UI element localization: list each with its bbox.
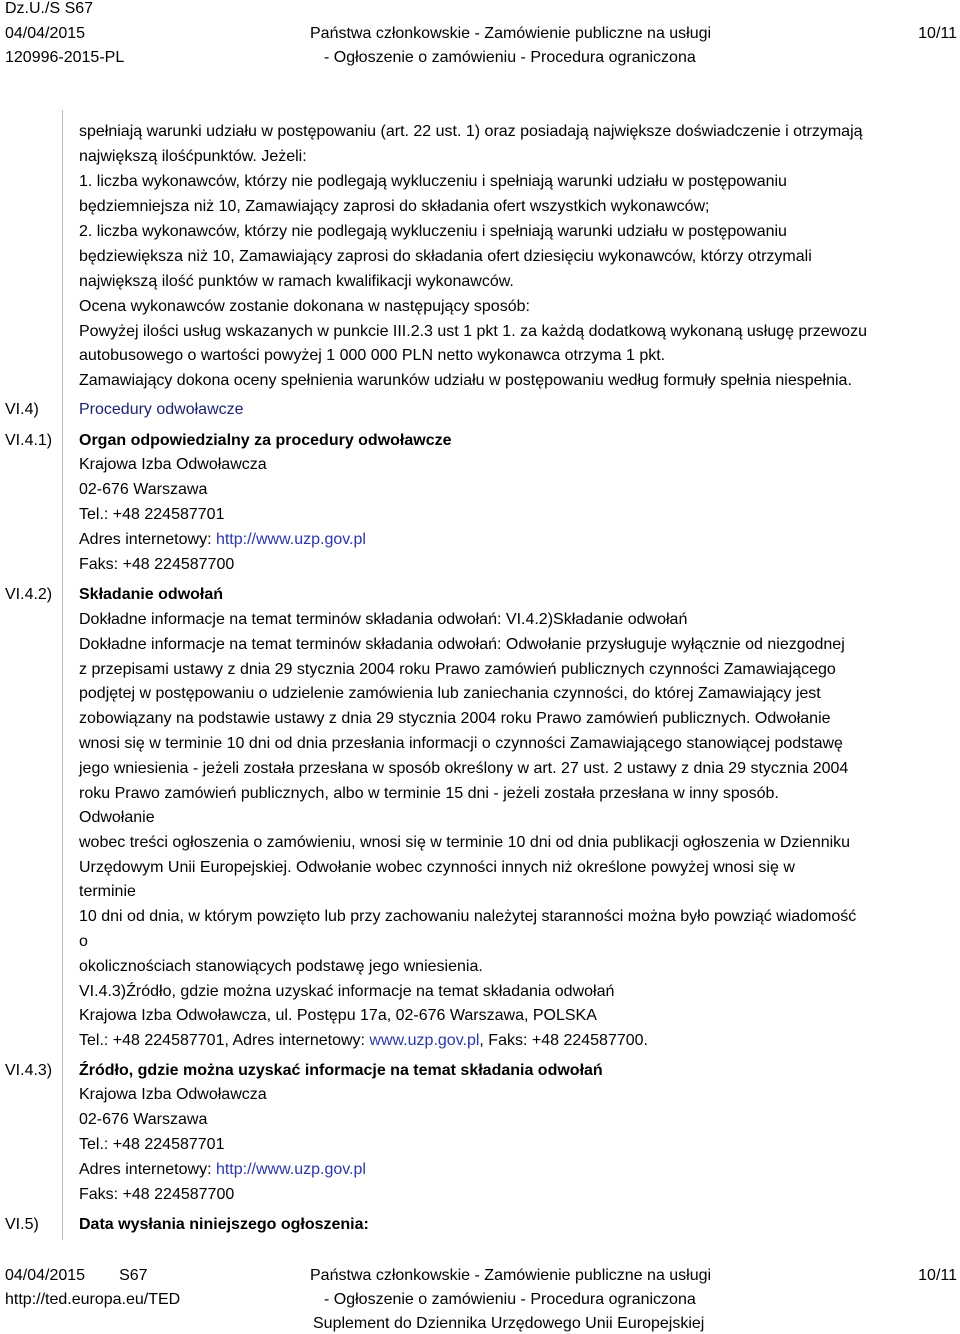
text-line: Dokładne informacje na temat terminów składania odwołań: Odwołanie przysługuje wyłącznie od niezgodnej [79, 636, 845, 653]
section-number: VI.4.1) [5, 432, 53, 449]
text-line: autobusowego o wartości powyżej 1 000 000 PLN netto wykonawca otrzyma 1 pkt. [79, 347, 666, 364]
text-line: Odwołanie [79, 809, 155, 826]
section-number: VI.5) [5, 1216, 39, 1233]
contact-text: Tel.: +48 224587701, Adres internetowy: [79, 1032, 370, 1049]
organisation-phone: Tel.: +48 224587701 [79, 1136, 225, 1153]
website-label: Adres internetowy: [79, 1161, 216, 1178]
header-procedure: - Ogłoszenie o zamówieniu - Procedura ograniczona [324, 49, 696, 66]
organisation-fax: Faks: +48 224587700 [79, 556, 235, 573]
text-line: zobowiązany na podstawie ustawy z dnia 29 stycznia 2004 roku Prawo zamówień publicznych. Odwołanie [79, 710, 831, 727]
section-title: Procedury odwoławcze [79, 401, 244, 418]
section-number: VI.4.2) [5, 586, 53, 603]
text-line: Zamawiający dokona oceny spełnienia warunków udziału w postępowaniu według formuły spełnia niespełnia. [79, 372, 852, 389]
text-line: 10 dni od dnia, w którym powzięto lub przy zachowaniu należytej staranności można było powziąć wiadomość [79, 908, 857, 925]
text-line [79, 1031, 648, 1051]
text-line: Krajowa Izba Odwoławcza, ul. Postępu 17a, 02-676 Warszawa, POLSKA [79, 1007, 597, 1024]
section-title: Data wysłania niniejszego ogłoszenia: [79, 1216, 369, 1233]
header-category: Państwa członkowskie - Zamówienie publiczne na usługi [310, 25, 712, 42]
text-line: będziemniejsza niż 10, Zamawiający zaprosi do składania ofert wszystkich wykonawców; [79, 198, 710, 215]
text-line: terminie [79, 883, 136, 900]
text-line: jego wniesienia - jeżeli została przesłana w sposób określony w art. 27 ust. 2 ustawy z dnia 29 stycznia 2004 [79, 760, 849, 777]
text-line: z przepisami ustawy z dnia 29 stycznia 2004 roku Prawo zamówień publicznych czynności Zamawiającego [79, 661, 836, 678]
footer-date-text: 04/04/2015 [5, 1267, 86, 1284]
text-line: podjętej w postępowaniu o udzielenie zamówienia lub zaniechania czynności, do której Zamawiający jest [79, 685, 821, 702]
header-page-number: 10/11 [918, 25, 957, 42]
text-line: wobec treści ogłoszenia o zamówieniu, wnosi się w terminie 10 dni od dnia publikacji ogłoszenia w Dzienniku [79, 834, 851, 851]
section-number: VI.4) [5, 401, 39, 418]
header-notice-id: 120996-2015-PL [5, 49, 125, 66]
text-line: wnosi się w terminie 10 dni od dnia przesłania informacji o czynności Zamawiającego stanowiącej podstawę [79, 735, 843, 752]
organisation-name: Krajowa Izba Odwoławcza [79, 1086, 267, 1103]
organisation-website [79, 530, 366, 550]
text-line: VI.4.3)Źródło, gdzie można uzyskać informacje na temat składania odwołań [79, 983, 615, 1000]
section-title: Źródło, gdzie można uzyskać informacje na temat składania odwołań [79, 1062, 603, 1079]
organisation-city: 02-676 Warszawa [79, 1111, 208, 1128]
footer-category: Państwa członkowskie - Zamówienie publiczne na usługi [310, 1267, 712, 1284]
text-line: Ocena wykonawców zostanie dokonana w następujący sposób: [79, 298, 530, 315]
website-link[interactable]: www.uzp.gov.pl [369, 1032, 480, 1049]
contact-text: , Faks: +48 224587700. [479, 1032, 648, 1049]
footer-page-number: 10/11 [918, 1267, 957, 1284]
organisation-phone: Tel.: +48 224587701 [79, 506, 225, 523]
text-line: Powyżej ilości usług wskazanych w punkcie III.2.3 ust 1 pkt 1. za każdą dodatkową wykonaną usługę przewozu [79, 323, 867, 340]
footer-issue: S67 [119, 1267, 148, 1284]
text-line: o [79, 933, 88, 950]
section-title: Składanie odwołań [79, 586, 224, 603]
website-link[interactable]: http://www.uzp.gov.pl [215, 531, 366, 548]
text-line: 1. liczba wykonawców, którzy nie podlegają wykluczeniu i spełniają warunki udziału w postępowaniu [79, 173, 787, 190]
text-line: 2. liczba wykonawców, którzy nie podlegają wykluczeniu i spełniają warunki udziału w postępowaniu [79, 223, 787, 240]
text-line: okolicznościach stanowiących podstawę jego wniesienia. [79, 958, 483, 975]
section-title: Organ odpowiedzialny za procedury odwoławcze [79, 432, 452, 449]
text-line: największą ilośćpunktów. Jeżeli: [79, 148, 307, 165]
website-label: Adres internetowy: [79, 531, 216, 548]
text-line: będziewiększa niż 10, Zamawiający zaprosi do składania ofert dziesięciu wykonawców, którzy otrzymali [79, 248, 812, 265]
header-journal-ref: Dz.U./S S67 [5, 0, 94, 17]
text-line: Dokładne informacje na temat terminów składania odwołań: VI.4.2)Składanie odwołań [79, 611, 688, 628]
section-divider-rule [62, 110, 63, 1240]
organisation-fax: Faks: +48 224587700 [79, 1186, 235, 1203]
website-link[interactable]: http://www.uzp.gov.pl [215, 1161, 366, 1178]
text-line: roku Prawo zamówień publicznych, albo w terminie 15 dni - jeżeli została przesłana w inny sposób. [79, 785, 779, 802]
section-number: VI.4.3) [5, 1062, 53, 1079]
organisation-city: 02-676 Warszawa [79, 481, 208, 498]
footer-supplement: Suplement do Dziennika Urzędowego Unii Europejskiej [313, 1315, 705, 1332]
footer-procedure: - Ogłoszenie o zamówieniu - Procedura ograniczona [324, 1291, 696, 1308]
text-line: Urzędowym Unii Europejskiej. Odwołanie wobec czynności innych niż określone powyżej wnosi się w [79, 859, 795, 876]
organisation-name: Krajowa Izba Odwoławcza [79, 456, 267, 473]
header-date: 04/04/2015 [5, 25, 86, 42]
footer-ted-link[interactable]: http://ted.europa.eu/TED [5, 1291, 181, 1308]
footer-date [5, 1266, 148, 1286]
organisation-website [79, 1160, 366, 1180]
text-line: spełniają warunki udziału w postępowaniu (art. 22 ust. 1) oraz posiadają największe doświadczenie i otrzymają [79, 123, 863, 140]
text-line: największą ilość punktów w ramach kwalifikacji wykonawców. [79, 273, 514, 290]
